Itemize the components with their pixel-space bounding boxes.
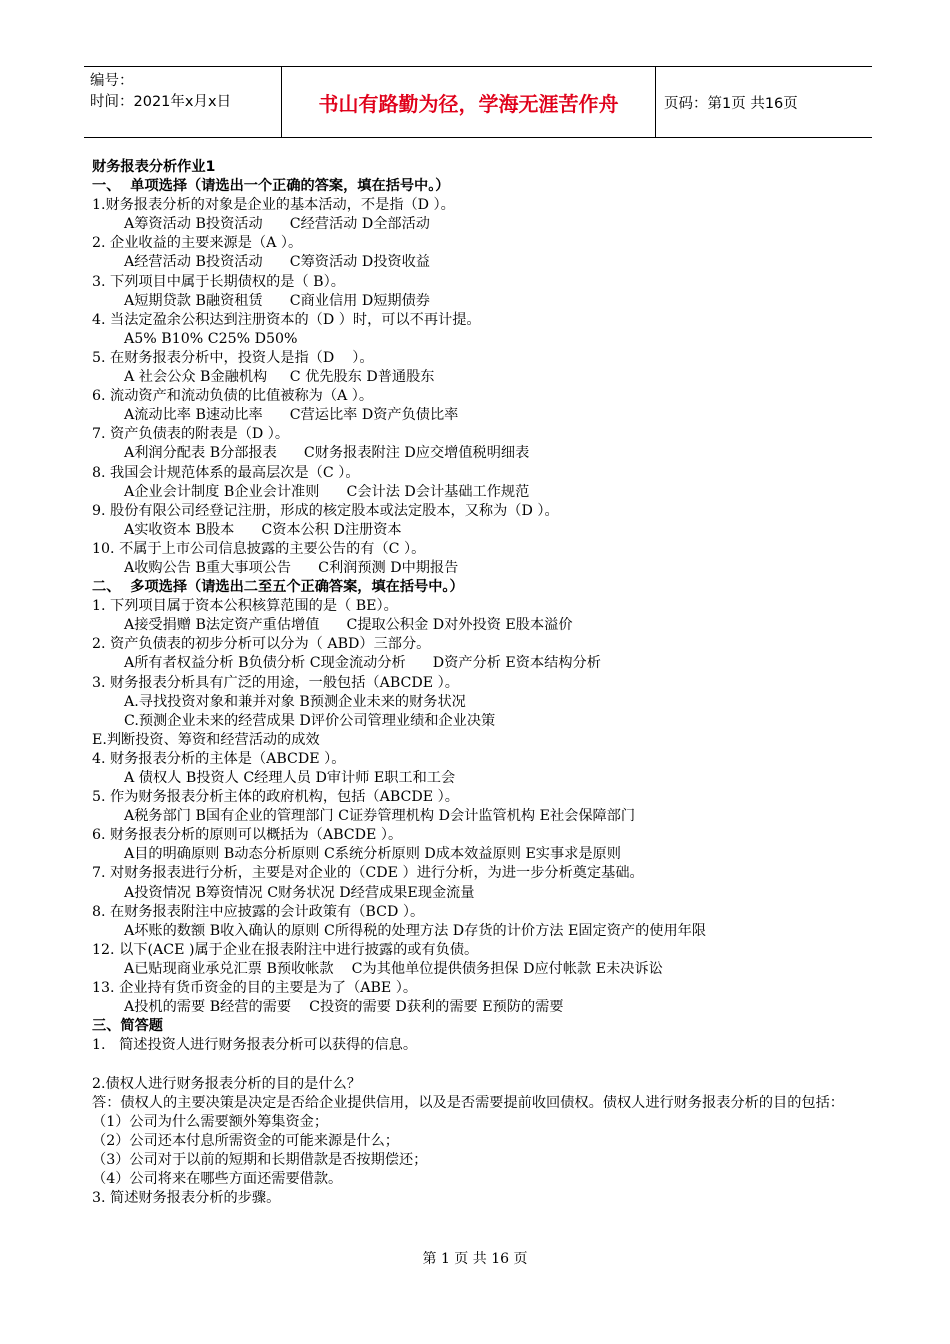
question-line: 6. 流动资产和流动负债的比值被称为（A ）。 [92, 388, 374, 405]
answer-options: A短期贷款 B融资租赁 C商业信用 D短期债券 [124, 292, 430, 309]
question-line: 1.财务报表分析的对象是企业的基本活动，不是指（D ）。 [92, 197, 455, 214]
header-page-info: 页码：第1页 共16页 [664, 95, 798, 112]
answer-options: A实收资本 B股本 C资本公积 D注册资本 [124, 521, 402, 538]
question-line: 2. 企业收益的主要来源是（A ）。 [92, 235, 303, 252]
header-left-cell [84, 67, 282, 137]
section-heading: 一、 单项选择（请选出一个正确的答案，填在括号中。） [92, 178, 450, 195]
question-line: 12. 以下(ACE )属于企业在报表附注中进行披露的或有负债。 [92, 941, 479, 958]
question-line: 1. 下列项目属于资本公积核算范围的是（ BE）。 [92, 598, 398, 615]
answer-options: A投机的需要 B经营的需要 C投资的需要 D获利的需要 E预防的需要 [124, 999, 564, 1016]
question-line: 4. 当法定盈余公积达到注册资本的（D ）时，可以不再计提。 [92, 311, 481, 328]
document-body [92, 158, 874, 1208]
answer-options: A目的明确原则 B动态分析原则 C系统分析原则 D成本效益原则 E实事求是原则 [124, 846, 621, 863]
question-line: 2. 资产负债表的初步分析可以分为（ ABD）三部分。 [92, 636, 431, 653]
question-line: （4）公司将来在哪些方面还需要借款。 [92, 1170, 343, 1187]
answer-options: A流动比率 B速动比率 C营运比率 D资产负债比率 [124, 407, 459, 424]
footer-page-number: 第 1 页 共 16 页 [422, 1251, 528, 1267]
header-motto-cell [282, 67, 656, 137]
answer-options: A.寻找投资对象和兼并对象 B预测企业未来的财务状况 [124, 693, 466, 710]
answer-options: A 社会公众 B金融机构 C 优先股东 D普通股东 [124, 369, 435, 386]
header-page-cell [656, 67, 872, 137]
answer-options: A 债权人 B投资人 C经理人员 D审计师 E职工和工会 [124, 770, 456, 786]
section-heading: 三、简答题 [92, 1018, 163, 1035]
page-footer [0, 1248, 950, 1268]
question-line: （3）公司对于以前的短期和长期借款是否按期偿还； [92, 1151, 428, 1168]
question-line: 5. 在财务报表分析中，投资人是指（D ）。 [92, 349, 374, 366]
answer-options: A坏账的数额 B收入确认的原则 C所得税的处理方法 D存货的计价方法 E固定资产的使用年限 [124, 922, 707, 939]
question-line: 3. 财务报表分析具有广泛的用途，一般包括（ABCDE ）。 [92, 674, 459, 691]
answer-paragraph: 答：债权人的主要决策是决定是否给企业提供信用，以及是否需要提前收回债权。债权人进行财务报表分析的目的包括： [92, 1094, 844, 1111]
document-date-label: 时间：2021年x月x日 [90, 94, 232, 110]
question-line: 1. 简述投资人进行财务报表分析可以获得的信息。 [92, 1037, 418, 1054]
answer-options: A收购公告 B重大事项公告 C利润预测 D中期报告 [124, 559, 459, 576]
question-line: E.判断投资、筹资和经营活动的成效 [92, 731, 320, 748]
answer-options: A5% B10% C25% D50% [124, 330, 298, 347]
answer-options: A接受捐赠 B法定资产重估增值 C提取公积金 D对外投资 E股本溢价 [124, 617, 573, 634]
question-line: （2）公司还本付息所需资金的可能来源是什么； [92, 1132, 399, 1149]
question-line: 8. 在财务报表附注中应披露的会计政策有（BCD ）。 [92, 903, 425, 920]
question-line: 2.债权人进行财务报表分析的目的是什么？ [92, 1075, 361, 1092]
question-line: 10. 不属于上市公司信息披露的主要公告的有（C ）。 [92, 540, 426, 557]
answer-options: A利润分配表 B分部报表 C财务报表附注 D应交增值税明细表 [124, 445, 530, 462]
answer-options: A税务部门 B国有企业的管理部门 C证券管理机构 D会计监管机构 E社会保障部门 [124, 808, 636, 825]
blank-line [92, 1055, 874, 1074]
question-line: （1）公司为什么需要额外筹集资金； [92, 1113, 329, 1130]
question-line: 13. 企业持有货币资金的目的主要是为了（ABE ）。 [92, 980, 418, 997]
answer-options: A经营活动 B投资活动 C筹资活动 D投资收益 [124, 254, 430, 271]
document-title: 财务报表分析作业1 [92, 159, 216, 175]
answer-options: C.预测企业未来的经营成果 D评价公司管理业绩和企业决策 [124, 712, 496, 729]
answer-options: A筹资活动 B投资活动 C经营活动 D全部活动 [124, 216, 430, 233]
section-heading: 二、 多项选择（请选出二至五个正确答案，填在括号中。） [92, 579, 464, 596]
answer-options: A已贴现商业承兑汇票 B预收帐款 C为其他单位提供债务担保 D应付帐款 E未决诉讼 [124, 960, 663, 977]
question-line: 7. 对财务报表进行分析，主要是对企业的（CDE ）进行分析，为进一步分析奠定基础。 [92, 865, 644, 882]
question-line: 5. 作为财务报表分析主体的政府机构，包括（ABCDE ）。 [92, 789, 459, 806]
question-line: 4. 财务报表分析的主体是（ABCDE ）。 [92, 750, 346, 767]
question-line: 6. 财务报表分析的原则可以概括为（ABCDE ）。 [92, 827, 403, 844]
document-number-label: 编号： [90, 73, 134, 89]
answer-options: A所有者权益分析 B负债分析 C现金流动分析 D资产分析 E资本结构分析 [124, 655, 601, 672]
question-line: 9. 股份有限公司经登记注册，形成的核定股本或法定股本，又称为（D ）。 [92, 502, 559, 519]
question-line: 7. 资产负债表的附表是（D ）。 [92, 426, 290, 443]
answer-options: A企业会计制度 B企业会计准则 C会计法 D会计基础工作规范 [124, 483, 530, 500]
question-line: 8. 我国会计规范体系的最高层次是（C ）。 [92, 464, 360, 481]
header-motto: 书山有路勤为径，学海无涯苦作舟 [318, 91, 619, 116]
page-header [84, 66, 872, 138]
question-line: 3. 下列项目中属于长期债权的是（ B）。 [92, 273, 345, 290]
answer-options: A投资情况 B筹资情况 C财务状况 D经营成果E现金流量 [124, 884, 475, 901]
question-line: 3. 简述财务报表分析的步骤。 [92, 1190, 281, 1207]
